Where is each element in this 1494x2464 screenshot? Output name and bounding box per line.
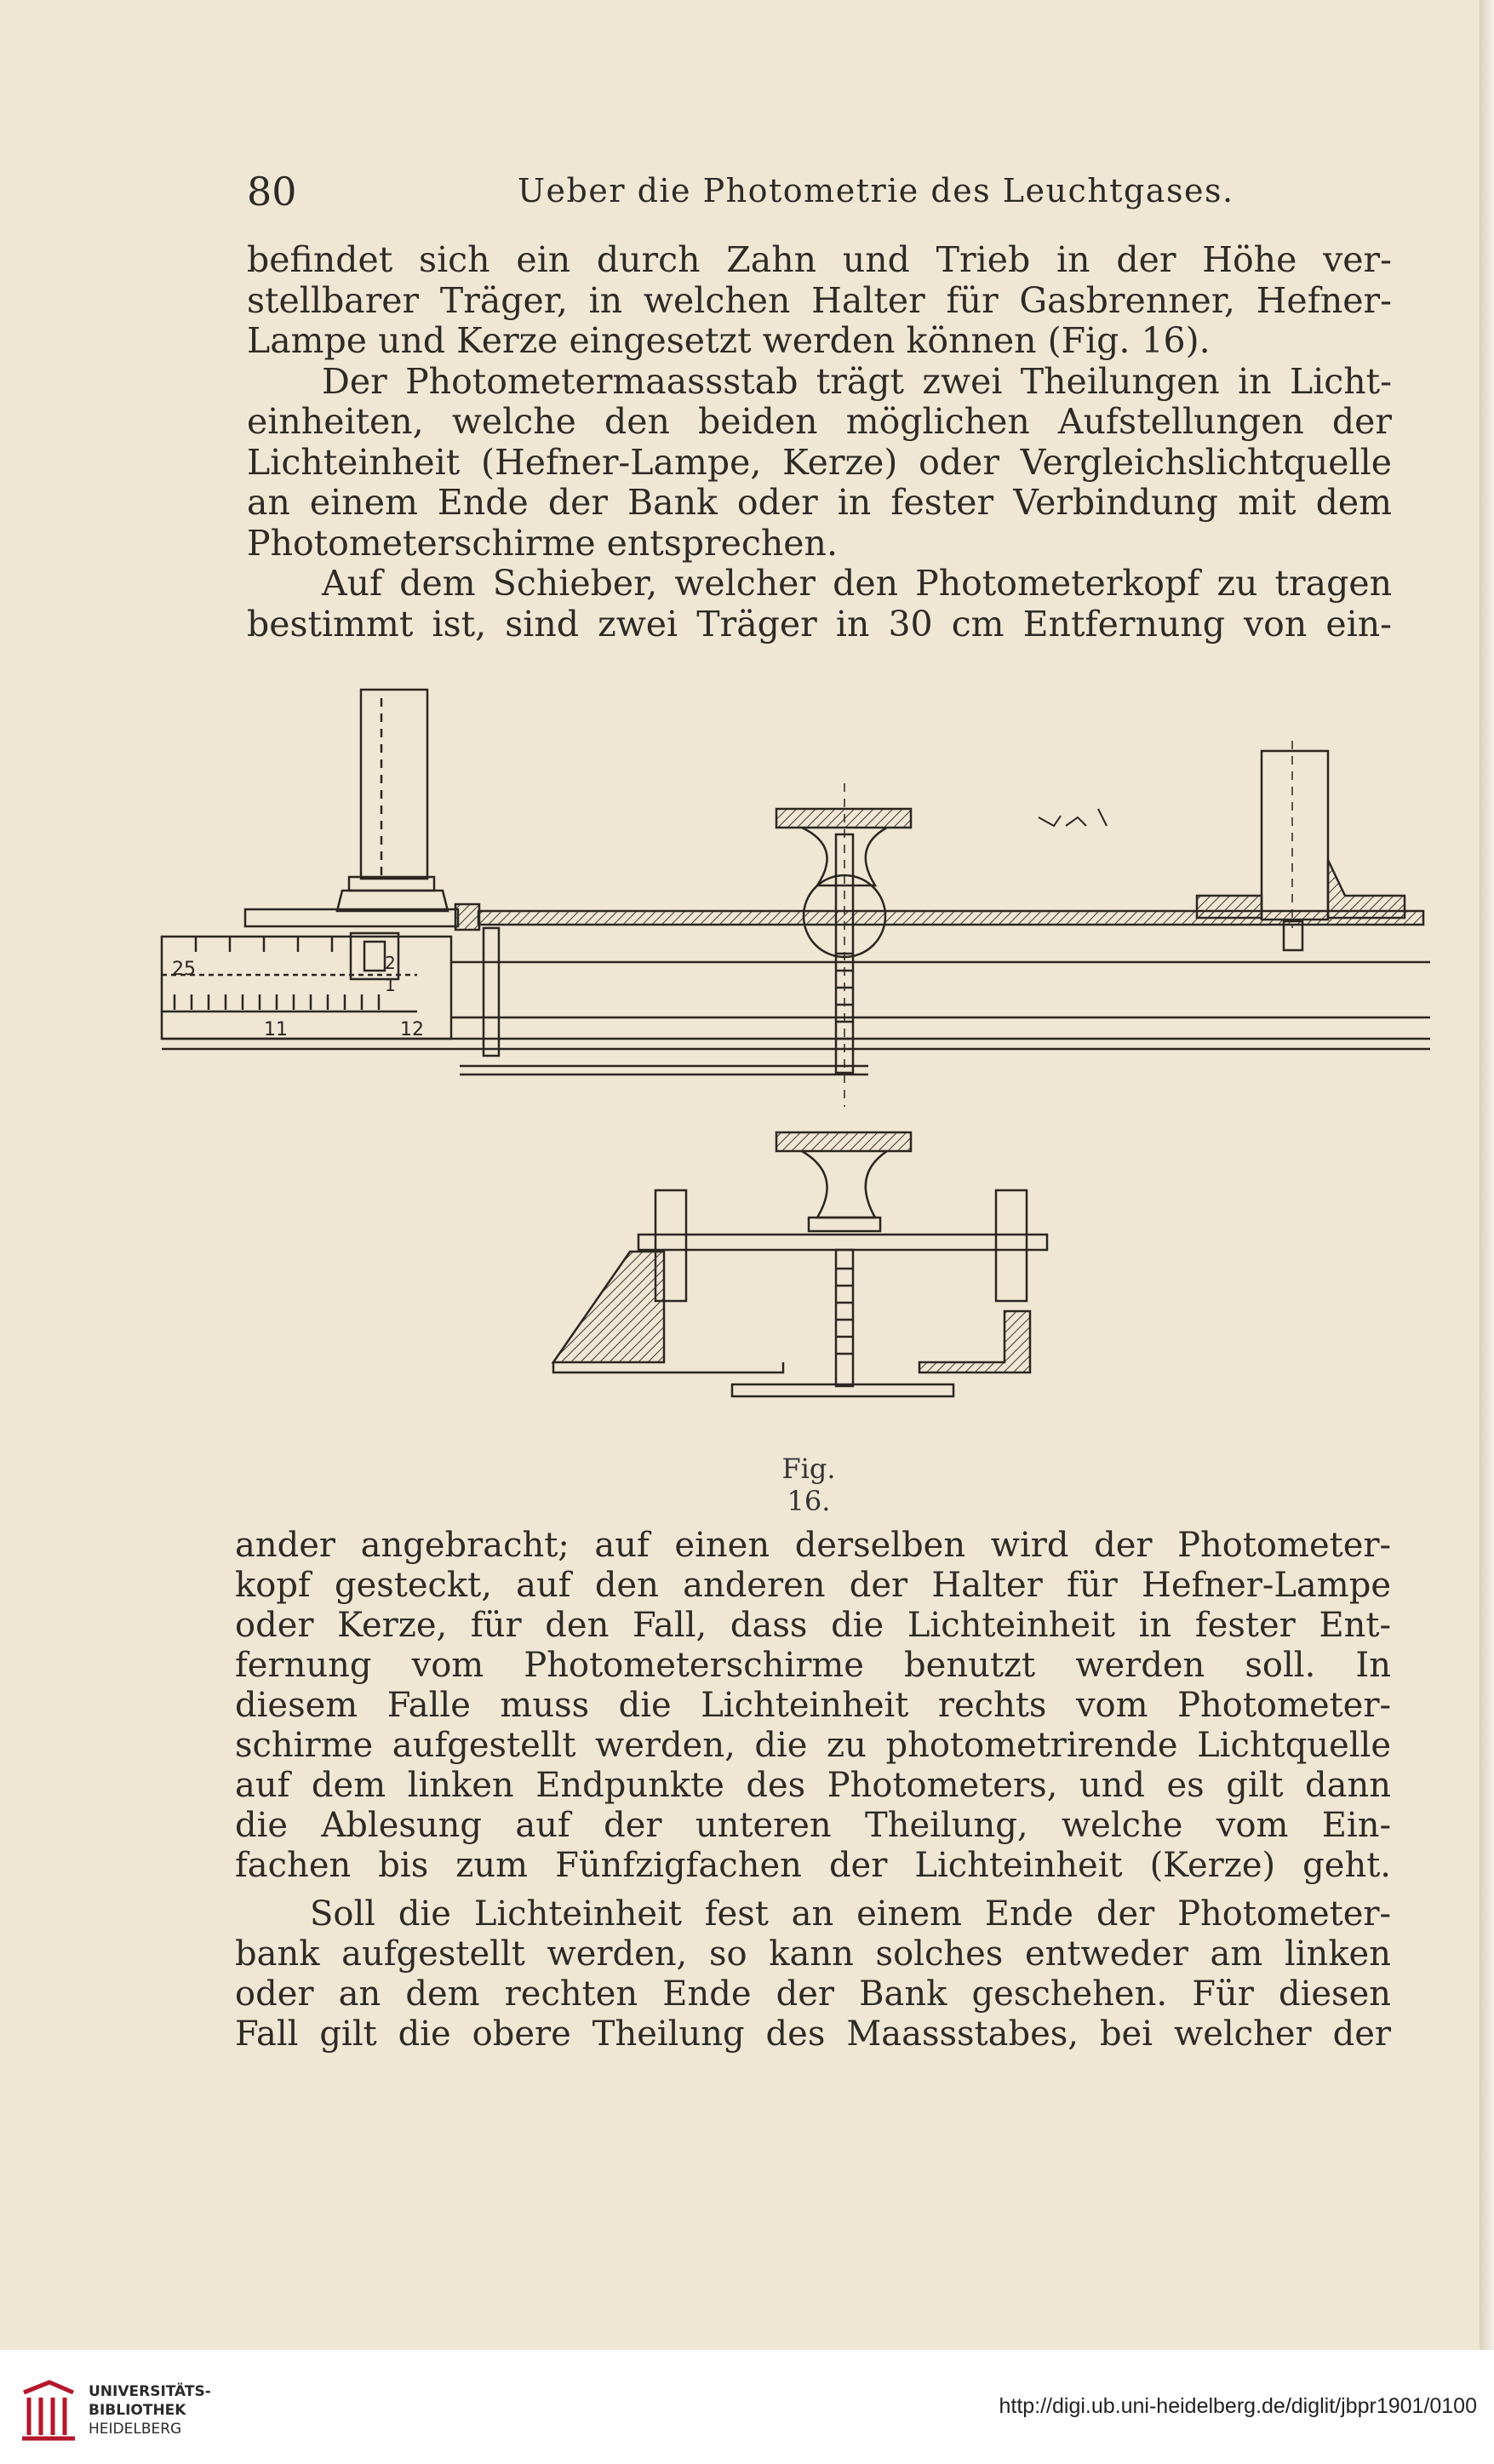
text-line: stellbarer Träger, in welchen Halter für Gasbrenner, Hefner- bbox=[247, 279, 1392, 321]
text-line: Auf dem Schieber, welcher den Photometerkopf zu tragen bbox=[322, 563, 1392, 604]
library-logo-icon bbox=[15, 2375, 83, 2444]
text-line: oder an dem rechten Ende der Bank geschehen. Für diesen bbox=[235, 1974, 1391, 2014]
text-line: diesem Falle muss die Lichteinheit rechts vom Photometer- bbox=[235, 1686, 1391, 1725]
text-line: ander angebracht; auf einen derselben wird der Photometer- bbox=[235, 1526, 1391, 1565]
text-line: einheiten, welche den beiden möglichen Aufstellungen der bbox=[247, 401, 1392, 442]
photometer-figure bbox=[153, 681, 1430, 1447]
text-line: Lampe und Kerze eingesetzt werden können (Fig. 16). bbox=[247, 320, 1211, 361]
text-line: bestimmt ist, sind zwei Träger in 30 cm Entfernung von ein- bbox=[247, 603, 1392, 645]
scale-label: 1 bbox=[385, 975, 396, 995]
center-knob-drawing bbox=[776, 783, 911, 1107]
text-line: oder Kerze, für den Fall, dass die Lichteinheit in fester Ent- bbox=[235, 1606, 1391, 1645]
page-number: 80 bbox=[247, 169, 297, 215]
library-name-line: UNIVERSITÄTS- bbox=[89, 2383, 211, 2400]
text-line: Soll die Lichteinheit fest an einem Ende der Photometer- bbox=[310, 1894, 1391, 1934]
text-line: Lichteinheit (Hefner-Lampe, Kerze) oder Vergleichslichtquelle bbox=[247, 441, 1392, 483]
page-edge-shadow bbox=[1480, 0, 1494, 2350]
text-line: fernung vom Photometerschirme benutzt werden soll. In bbox=[235, 1646, 1391, 1685]
digitization-footer bbox=[0, 2350, 1494, 2464]
text-line: die Ablesung auf der unteren Theilung, welche vom Ein- bbox=[235, 1806, 1391, 1845]
library-name bbox=[89, 2382, 211, 2438]
left-holder-drawing bbox=[245, 690, 479, 930]
running-head bbox=[247, 169, 1405, 220]
running-title: Ueber die Photometrie des Leuchtgases. bbox=[518, 172, 1234, 209]
right-holder-drawing bbox=[1197, 741, 1405, 950]
text-line: an einem Ende der Bank oder in fester Verbindung mit dem bbox=[247, 482, 1392, 523]
text-line: Der Photometermaassstab trägt zwei Theilungen in Licht- bbox=[322, 360, 1392, 402]
text-line: bank aufgestellt werden, so kann solches entweder am linken bbox=[235, 1934, 1391, 1974]
bench-body-drawing bbox=[451, 962, 1430, 1017]
figure-caption: Fig. 16. bbox=[781, 1453, 836, 1517]
cross-section-drawing bbox=[553, 1132, 1047, 1396]
text-line: Photometerschirme entsprechen. bbox=[247, 522, 838, 564]
library-name-line: BIBLIOTHEK bbox=[89, 2402, 186, 2419]
text-line: schirme aufgestellt werden, die zu photometrirende Lichtquelle bbox=[235, 1726, 1391, 1765]
scale-label: 11 bbox=[264, 1019, 288, 1040]
scale-label: 25 bbox=[172, 959, 196, 980]
text-line: auf dem linken Endpunkte des Photometers, und es gilt dann bbox=[235, 1766, 1391, 1805]
text-line: befindet sich ein durch Zahn und Trieb in der Höhe ver- bbox=[247, 239, 1392, 280]
bench-rail-drawing bbox=[478, 911, 1423, 925]
scale-label: 2 bbox=[385, 953, 396, 973]
text-block-bottom bbox=[235, 1526, 1391, 2054]
library-name-line: HEIDELBERG bbox=[89, 2421, 182, 2438]
text-line: Fall gilt die obere Theilung des Maassstabes, bei welcher der bbox=[235, 2014, 1391, 2054]
text-block-top bbox=[247, 240, 1392, 645]
text-line: fachen bis zum Fünfzigfachen der Lichteinheit (Kerze) geht. bbox=[235, 1846, 1391, 1885]
source-url-link[interactable]: http://digi.ub.uni-heidelberg.de/diglit/jbpr1901/0100 bbox=[999, 2394, 1477, 2418]
text-line: kopf gesteckt, auf den anderen der Halter für Hefner-Lampe bbox=[235, 1566, 1391, 1605]
scale-label: 12 bbox=[400, 1019, 424, 1040]
